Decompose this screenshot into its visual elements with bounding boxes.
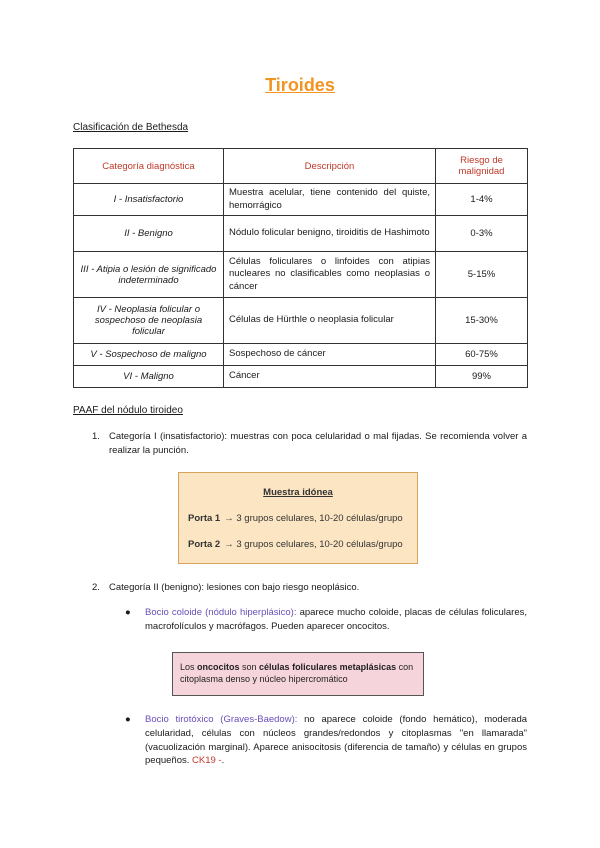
table-row	[74, 252, 528, 298]
table-row	[74, 184, 528, 216]
table-cell-category: V - Sospechoso de maligno	[74, 344, 224, 366]
table-header-description: Descripción	[224, 149, 436, 184]
table-cell-risk: 99%	[436, 366, 528, 388]
porta-1-label: Porta 1	[188, 513, 221, 524]
table-cell-description: Células de Hürthle o neoplasia folicular	[224, 298, 436, 344]
table-cell-category: II - Benigno	[74, 216, 224, 252]
sample-criteria-heading: Muestra idónea	[263, 487, 333, 498]
list-item-text: Categoría I (insatisfactorio): muestras con poca celularidad o mal fijadas. Se recomienda volver a realizar la punción.	[109, 431, 527, 456]
table-header-row	[74, 149, 528, 184]
table-cell-description: Células foliculares o linfoides con atipias nucleares no clasificables como neoplasias o cáncer	[224, 252, 436, 298]
term-bocio-tirotoxico: Bocio tirotóxico (Graves-Baedow):	[145, 714, 298, 725]
table-cell-description: Sospechoso de cáncer	[224, 344, 436, 366]
table-cell-risk: 1-4%	[436, 184, 528, 216]
table-header-risk: Riesgo de malignidad	[436, 149, 528, 184]
sample-criteria-box	[178, 472, 418, 564]
bullet-end: .	[221, 755, 225, 767]
bullet-text	[145, 606, 527, 634]
note-text: Los	[180, 662, 198, 672]
list-item-number: 1.	[92, 431, 100, 442]
table-cell-description: Nódulo folicular benigno, tiroiditis de Hashimoto	[224, 216, 436, 252]
table-cell-risk: 0-3%	[436, 216, 528, 252]
section-heading-paaf: PAAF del nódulo tiroideo	[73, 405, 183, 416]
sample-row-porta-1	[188, 513, 403, 524]
note-text: con citoplasma denso y núcleo hipercromático	[180, 662, 414, 685]
section-heading-bethesda: Clasificación de Bethesda	[73, 122, 189, 133]
table-cell-description: Muestra acelular, tiene contenido del quiste, hemorrágico	[224, 184, 436, 216]
table-row	[74, 344, 528, 366]
table-cell-category: III - Atipia o lesión de significado indeterminado	[74, 252, 224, 298]
term-bocio-coloide: Bocio coloide (nódulo hiperplásico):	[145, 607, 297, 618]
porta-2-text: → 3 grupos celulares, 10-20 células/grupo	[224, 539, 403, 550]
table-cell-description: Cáncer	[224, 366, 436, 388]
table-row	[74, 298, 528, 344]
note-text: son	[239, 662, 260, 672]
table-cell-risk: 60-75%	[436, 344, 528, 366]
oncocitos-note-box	[172, 652, 424, 696]
table-cell-category: IV - Neoplasia folicular o sospechoso de neoplasia folicular	[74, 298, 224, 344]
porta-2-label: Porta 2	[188, 539, 221, 550]
sample-row-porta-2	[188, 539, 403, 550]
bullet-text	[145, 713, 527, 768]
table-cell-category: I - Insatisfactorio	[74, 184, 224, 216]
bullet-body: aparece mucho coloide, placas de células foliculares, macrofolículos y macrófagos. Pueden aparecer oncocitos.	[145, 607, 527, 632]
note-bold-oncocitos: oncocitos	[197, 662, 240, 672]
list-item-text: Categoría II (benigno): lesiones con bajo riesgo neoplásico.	[109, 582, 360, 593]
table-row	[74, 366, 528, 388]
bullet-item-bocio-coloide	[125, 606, 527, 634]
note-bold-celulas: células foliculares metaplásicas	[259, 662, 397, 672]
marker-ck19: CK19 -	[192, 755, 222, 767]
table-row	[74, 216, 528, 252]
bullet-item-bocio-tirotoxico	[125, 713, 527, 768]
list-item-number: 2.	[92, 582, 100, 593]
page-title: Tiroides	[265, 75, 335, 95]
bullet-body: no aparece coloide (fondo hemático), moderada celularidad, células con núcleos grandes/redondos y citoplasmas "en llamarada" (vacuolización marginal). Aparece anisocitosis (diferencia de tamaño) y células en grupos pequeños.	[145, 714, 528, 767]
bullet-dot-icon: ●	[125, 607, 131, 618]
bullet-dot-icon: ●	[125, 714, 131, 725]
table-cell-risk: 15-30%	[436, 298, 528, 344]
list-item	[92, 430, 527, 458]
table-header-category: Categoría diagnóstica	[74, 149, 224, 184]
list-item	[92, 581, 527, 595]
porta-1-text: → 3 grupos celulares, 10-20 células/grupo	[224, 513, 403, 524]
table-cell-category: VI - Maligno	[74, 366, 224, 388]
table-cell-risk: 5-15%	[436, 252, 528, 298]
bethesda-table	[73, 148, 528, 388]
